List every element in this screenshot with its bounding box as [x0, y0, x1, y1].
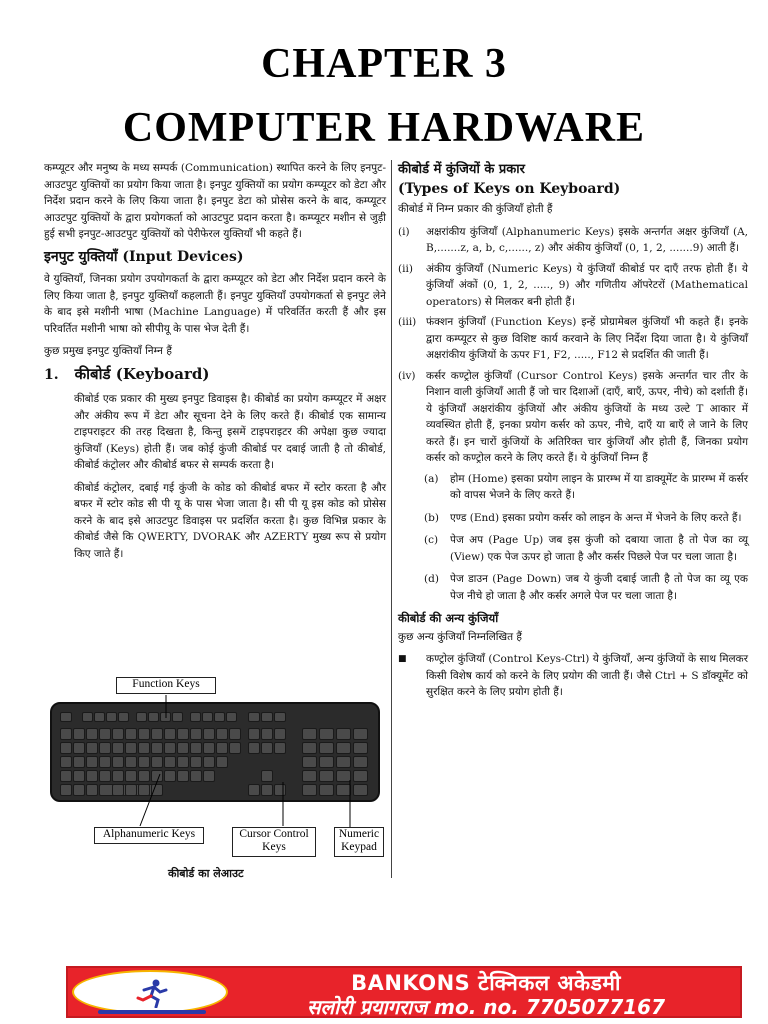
- sub-list-marker: (a): [424, 472, 439, 485]
- keyboard-number: 1.: [44, 366, 59, 383]
- chapter-title: COMPUTER HARDWARE: [122, 105, 646, 151]
- list-item: [398, 368, 748, 467]
- list-item-text: फंक्शन कुंजियाँ (Function Keys) इन्हें प्रोग्रामेबल कुंजियाँ भी कहते हैं। इनके द्वारा कम्प्यूटर से कुछ विशिष्ट कार्य करवाने के लिए निर्देश दिया जाता है। ये कुंजियाँ अक्षरांकीय कुंजियों के ऊपर F1, F2, ....., F12 से प्रदर्शित की जाती हैं।: [426, 316, 748, 361]
- keyboard-heading-text: कीबोर्ड (Keyboard): [74, 364, 210, 383]
- sub-list-item: [424, 532, 748, 565]
- list-marker: (iv): [398, 369, 416, 382]
- academy-logo: [72, 970, 228, 1014]
- other-keys-intro: कुछ अन्य कुंजियाँ निम्नलिखित हैं: [398, 630, 522, 643]
- logo-ribbon: [98, 1010, 206, 1014]
- key-types-intro: कीबोर्ड में निम्न प्रकार की कुंजियाँ होती हैं: [398, 203, 553, 215]
- list-marker: (ii): [398, 262, 413, 275]
- sub-list-item: [424, 510, 748, 527]
- left-column: [44, 160, 386, 568]
- list-marker: (iii): [398, 316, 417, 328]
- sub-list-marker: (c): [424, 534, 439, 546]
- sub-list-text: होम (Home) इसका प्रयोग लाइन के प्रारम्भ में या डाक्यूमेंट के प्रारम्भ में कर्सर को वापस भेजने के लिए करते हैं।: [450, 472, 748, 501]
- sub-list-marker: (b): [424, 511, 439, 524]
- sub-list-item: [424, 471, 748, 504]
- column-divider: [391, 160, 392, 878]
- list-marker: (i): [398, 225, 410, 238]
- intro-paragraph: कम्प्यूटर और मनुष्य के मध्य सम्पर्क (Communication) स्थापित करने के लिए इनपुट-आउटपुट युक्तियों का प्रयोग किया जाता है। इनपुट युक्तियों का प्रयोग कम्प्यूटर को डेटा और निर्देश प्रदान करने के लिए किया जाता है। इनपुट डेटा को प्रोसेस करने के बाद, कम्प्यूटर आउटपुट युक्तियों के द्वारा प्रयोगकर्ता को आउटपुट प्रदान करता है। कम्प्यूटर मशीन से जुड़ी हुई सभी इनपुट-आउटपुट युक्तियों को पेरीफेरल युक्तियाँ भी कहते हैं।: [44, 162, 386, 240]
- key-types-list: [398, 224, 748, 467]
- list-item: [398, 261, 748, 311]
- chapter-number-title: CHAPTER 3: [261, 41, 507, 87]
- input-devices-heading: इनपुट युक्तियाँ (Input Devices): [44, 248, 244, 265]
- keyboard-paragraph-1: कीबोर्ड एक प्रकार की मुख्य इनपुट डिवाइस है। कीबोर्ड का प्रयोग कम्प्यूटर में अक्षर और अंकीय रूप में डेटा और सूचना देने के लिए करते हैं। कीबोर्ड एक सामान्य टाइपराइटर की तरह दिखता है, किन्तु इसमें टाइपराइटर की अपेक्षा कुछ ज्यादा कुंजियाँ (Keys) होती हैं। जब कोई कुंजी कीबोर्ड पर दबाई जाती है तो कीबोर्ड, कीबोर्ड कंट्रोलर और कीबोर्ड बफर से सम्पर्क करता है।: [74, 393, 386, 471]
- callout-lines: [50, 676, 386, 890]
- banner-contact-line: सलोरी प्रयागराज mo. no. 7705077167: [306, 995, 665, 1018]
- sub-list-text: पेज डाउन (Page Down) जब ये कुंजी दबाई जाती है तो पेज का व्यू एक पेज नीचे हो जाता है और कर्सर अगले पेज पर चला जाता है।: [450, 573, 748, 602]
- list-item-text: कर्सर कण्ट्रोल कुंजियाँ (Cursor Control Keys) इसके अन्तर्गत चार तीर के निशान वाली कुंजियाँ आती हैं जो चार दिशाओं (दाएँ, बाएँ, ऊपर, नीचे) को दर्शाती हैं। ये कुंजियाँ अक्षरांकीय कुंजियों और अंकीय कुंजियों के मध्य उल्टे T आकार में व्यवस्थित होती हैं, इनका प्रयोग कर्सर को ऊपर, नीचे, दाएँ या बाएँ ले जाने के लिए करते हैं। इन चारों कुंजियों के अतिरिक्त चार कुंजियाँ और होती हैं, जिनका प्रयोग कर्सर को कण्ट्रोल करने के लिए करते हैं। ये कुंजियाँ निम्न हैं: [426, 369, 748, 464]
- keyboard-paragraph-2: कीबोर्ड कंट्रोलर, दबाई गई कुंजी के कोड को कीबोर्ड बफर में स्टोर करता है और बफर में स्टोर कोड सी पी यू के पास भेजा जाता है। सी पी यू इस कोड को प्रोसेस करने के बाद इसे आउटपुट डिवाइस पर प्रदर्शित करता है। कुछ विभिन्न प्रकार के कीबोर्ड जैसे कि QWERTY, DVORAK और AZERTY मुख्य रूप से प्रयोग किए जाते हैं।: [74, 481, 386, 560]
- numeric-keypad-label: Numeric Keypad: [334, 827, 384, 857]
- list-item-text: कण्ट्रोल कुंजियाँ (Control Keys-Ctrl) ये कुंजियाँ, अन्य कुंजियों के साथ मिलकर किसी विशेष कार्य को करने के लिए प्रयोग की जाती हैं। जैसे Ctrl + S डॉक्यूमेंट को सुरक्षित करने के लिए प्रयोग होती हैं।: [426, 653, 748, 698]
- list-item: [398, 651, 748, 701]
- cursor-keys-sublist: [424, 471, 748, 605]
- keyboard-layout-figure: [50, 676, 386, 890]
- cursor-control-keys-label: Cursor Control Keys: [232, 827, 316, 857]
- input-devices-paragraph: वे युक्तियाँ, जिनका प्रयोग उपयोगकर्ता के द्वारा कम्प्यूटर को डेटा और निर्देश प्रदान करने के लिए किया जाता है, इनपुट युक्तियाँ कहलाती हैं। इनपुट युक्तियाँ उपयोगकर्ता से इनपुट लेने के बाद इसे मशीनी भाषा (Machine Language) में परिवर्तित करती हैं और इस परिवर्तित मशीनी भाषा को सीपीयू के पास भेज देती हैं।: [44, 273, 386, 335]
- sub-list-marker: (d): [424, 573, 439, 585]
- other-keys-heading: कीबोर्ड की अन्य कुंजियाँ: [398, 611, 499, 625]
- runner-icon: [134, 978, 170, 1008]
- function-keys-label: Function Keys: [116, 677, 216, 694]
- banner-academy-name: BANKONS टेक्निकल अकेडमी: [351, 971, 621, 995]
- keyboard-heading: [44, 366, 386, 384]
- alphanumeric-keys-label: Alphanumeric Keys: [94, 827, 204, 844]
- sub-list-item: [424, 571, 748, 604]
- list-item: [398, 224, 748, 257]
- right-column: [398, 160, 748, 701]
- some-devices-line: कुछ प्रमुख इनपुट युक्तियाँ निम्न हैं: [44, 345, 172, 357]
- academy-banner: [66, 966, 742, 1018]
- other-keys-list: [398, 651, 748, 701]
- key-types-heading-hindi: कीबोर्ड में कुंजियों के प्रकार: [398, 162, 525, 177]
- bullet-icon: ■: [398, 654, 407, 664]
- list-item-text: अक्षरांकीय कुंजियाँ (Alphanumeric Keys) इसके अन्तर्गत अक्षर कुंजियाँ (A, B,.......z, a, b, c,......, z) और अंकीय कुंजियाँ (0, 1, 2, .......9) आती हैं।: [426, 225, 748, 254]
- keyboard-figure-caption: कीबोर्ड का लेआउट: [168, 867, 244, 880]
- sub-list-text: एण्ड (End) इसका प्रयोग कर्सर को लाइन के अन्त में भेजने के लिए करते हैं।: [450, 511, 742, 524]
- list-item: [398, 314, 748, 364]
- key-types-heading-english: (Types of Keys on Keyboard): [398, 180, 621, 197]
- sub-list-text: पेज अप (Page Up) जब इस कुंजी को दबाया जाता है तो पेज का व्यू (View) एक पेज ऊपर हो जाता है और कर्सर पिछले पेज पर चला जाता है।: [450, 534, 748, 563]
- list-item-text: अंकीय कुंजियाँ (Numeric Keys) ये कुंजियाँ कीबोर्ड पर दाएँ तरफ होती हैं। ये कुंजियाँ अंकों (0, 1, 2, ....., 9) और गणितीय ऑपरेटरों (Mathematical operators) से मिलकर बनी होती हैं।: [426, 262, 748, 308]
